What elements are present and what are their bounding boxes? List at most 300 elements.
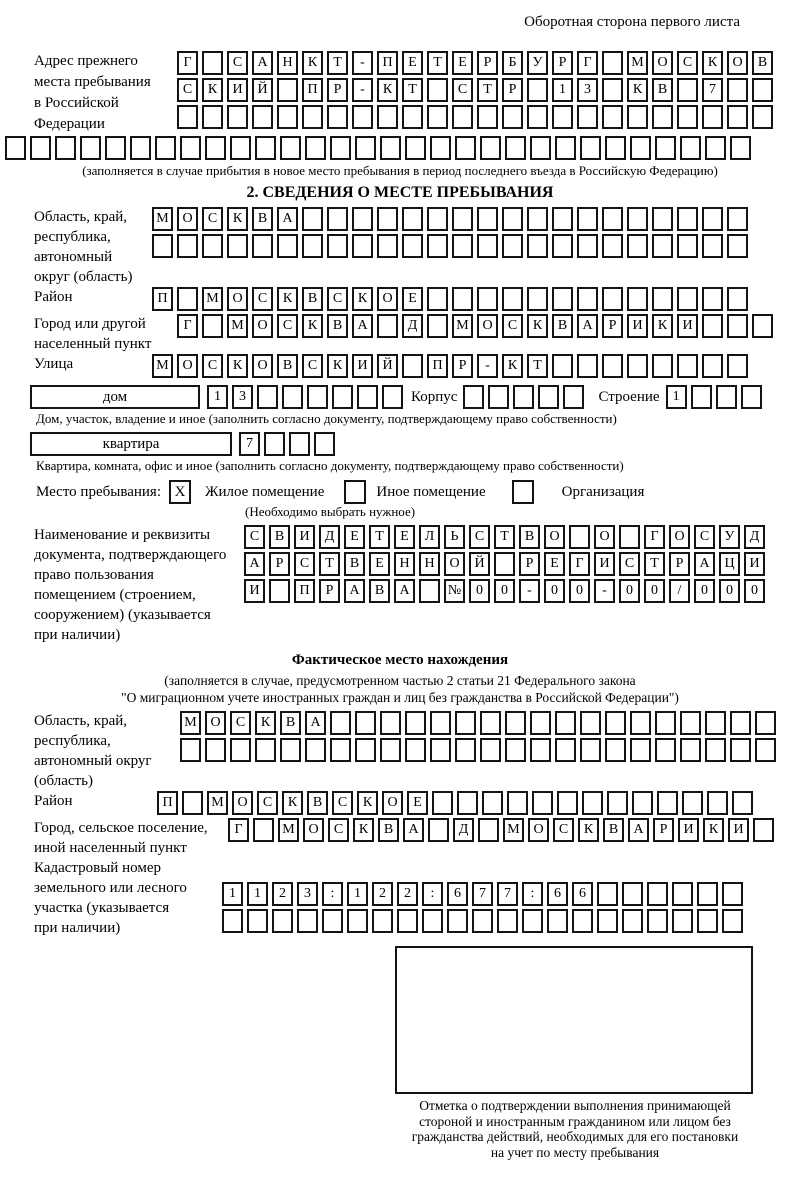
- form-cell: [655, 738, 676, 762]
- form-cell: [322, 909, 343, 933]
- form-cell: Д: [402, 314, 423, 338]
- form-cell: Е: [394, 525, 415, 549]
- form-cell: Д: [744, 525, 765, 549]
- form-cell: [727, 105, 748, 129]
- form-cell: [355, 738, 376, 762]
- form-cell: [405, 738, 426, 762]
- form-cell: М: [227, 314, 248, 338]
- form-cell: [297, 909, 318, 933]
- form-cell: 0: [619, 579, 640, 603]
- form-cell: [702, 105, 723, 129]
- form-cell: [255, 136, 276, 160]
- form-cell: [327, 234, 348, 258]
- form-cell: [202, 51, 223, 75]
- form-cell: С: [244, 525, 265, 549]
- form-cell: Р: [502, 78, 523, 102]
- form-cell: Р: [519, 552, 540, 576]
- form-cell: Р: [669, 552, 690, 576]
- form-cell: В: [652, 78, 673, 102]
- form-cell: К: [277, 287, 298, 311]
- form-cell: [522, 909, 543, 933]
- form-cell: [602, 287, 623, 311]
- form-cell: О: [727, 51, 748, 75]
- form-cell: [205, 738, 226, 762]
- form-cell: [702, 287, 723, 311]
- form-cell: [480, 136, 501, 160]
- form-cell: [652, 207, 673, 231]
- form-cell: И: [744, 552, 765, 576]
- form-cell: [177, 234, 198, 258]
- form-cell: [282, 385, 303, 409]
- form-cell: [330, 738, 351, 762]
- form-cell: Б: [502, 51, 523, 75]
- form-cell: 0: [744, 579, 765, 603]
- form-cell: [482, 791, 503, 815]
- checkbox-organization[interactable]: [512, 480, 534, 504]
- form-cell: [355, 136, 376, 160]
- form-cell: Г: [577, 51, 598, 75]
- city-block: [0, 314, 800, 354]
- form-cell: [538, 385, 559, 409]
- form-cell: [257, 385, 278, 409]
- region-label: Область, край, республика, автономный округ (область): [34, 209, 133, 285]
- form-cell: [352, 105, 373, 129]
- city-label: Город или другой населенный пункт: [34, 316, 152, 352]
- form-cell: 2: [397, 882, 418, 906]
- form-cell: [377, 105, 398, 129]
- form-cell: О: [303, 818, 324, 842]
- form-cell: [380, 136, 401, 160]
- form-cell: [55, 136, 76, 160]
- document-row-3[interactable]: [244, 579, 769, 603]
- form-cell: С: [230, 711, 251, 735]
- form-cell: [427, 287, 448, 311]
- prev-address-note: (заполняется в случае прибытия в новое место пребывания в период последнего въезда в Российскую Федерацию): [82, 163, 718, 178]
- form-cell: [672, 882, 693, 906]
- form-cell: :: [522, 882, 543, 906]
- form-cell: [302, 105, 323, 129]
- form-cell: [452, 234, 473, 258]
- actual-region-row-2[interactable]: [180, 738, 780, 762]
- form-cell: [527, 78, 548, 102]
- prev-address-block: [0, 51, 800, 135]
- form-cell: [752, 105, 773, 129]
- form-cell: [577, 105, 598, 129]
- form-cell: [430, 711, 451, 735]
- form-cell: [727, 207, 748, 231]
- form-cell: [180, 136, 201, 160]
- form-cell: И: [227, 78, 248, 102]
- form-cell: [630, 711, 651, 735]
- checkbox-residential[interactable]: X: [169, 480, 191, 504]
- form-cell: [330, 711, 351, 735]
- form-cell: [377, 234, 398, 258]
- form-cell: [177, 105, 198, 129]
- form-cell: [497, 909, 518, 933]
- form-cell: О: [382, 791, 403, 815]
- form-cell: [552, 207, 573, 231]
- form-cell: [330, 136, 351, 160]
- page-header-note: Оборотная сторона первого листа: [524, 14, 740, 30]
- form-cell: [380, 738, 401, 762]
- stroenie-row[interactable]: [666, 385, 766, 409]
- form-cell: -: [352, 51, 373, 75]
- section2-title: 2. СВЕДЕНИЯ О МЕСТЕ ПРЕБЫВАНИЯ: [246, 184, 554, 201]
- form-cell: [430, 738, 451, 762]
- form-cell: А: [244, 552, 265, 576]
- form-cell: И: [677, 314, 698, 338]
- form-cell: [202, 105, 223, 129]
- form-cell: Г: [177, 51, 198, 75]
- form-cell: [205, 136, 226, 160]
- form-cell: Е: [452, 51, 473, 75]
- form-cell: [252, 105, 273, 129]
- form-cell: [272, 909, 293, 933]
- form-cell: К: [652, 314, 673, 338]
- form-cell: А: [694, 552, 715, 576]
- form-cell: Т: [402, 78, 423, 102]
- form-cell: 6: [547, 882, 568, 906]
- form-cell: 7: [472, 882, 493, 906]
- form-cell: О: [528, 818, 549, 842]
- form-cell: Н: [419, 552, 440, 576]
- form-cell: [555, 711, 576, 735]
- form-cell: №: [444, 579, 465, 603]
- form-cell: [580, 711, 601, 735]
- document-row-1[interactable]: [244, 525, 769, 549]
- form-cell: [605, 738, 626, 762]
- form-cell: [130, 136, 151, 160]
- form-cell: [502, 207, 523, 231]
- form-cell: 1: [666, 385, 687, 409]
- form-cell: [405, 136, 426, 160]
- form-cell: М: [278, 818, 299, 842]
- cadastral-block: [0, 858, 800, 938]
- cadastral-row-1[interactable]: [222, 882, 747, 906]
- district-row[interactable]: [152, 287, 752, 311]
- form-cell: [432, 791, 453, 815]
- form-cell: [730, 711, 751, 735]
- option-organization-label: Организация: [561, 484, 645, 500]
- actual-city-row[interactable]: [228, 818, 778, 842]
- form-cell: [269, 579, 290, 603]
- street-label: Улица: [34, 356, 74, 372]
- form-cell: С: [328, 818, 349, 842]
- option-other-premises-label: Иное помещение: [376, 484, 486, 500]
- house-number-row[interactable]: [207, 385, 407, 409]
- street-row[interactable]: [152, 354, 752, 378]
- form-cell: [505, 136, 526, 160]
- form-cell: П: [157, 791, 178, 815]
- form-cell: [488, 385, 509, 409]
- form-cell: [402, 207, 423, 231]
- form-cell: И: [294, 525, 315, 549]
- document-row-2[interactable]: [244, 552, 769, 576]
- form-cell: 0: [469, 579, 490, 603]
- form-cell: [505, 738, 526, 762]
- form-cell: [655, 136, 676, 160]
- form-cell: С: [452, 78, 473, 102]
- form-cell: М: [180, 711, 201, 735]
- region-block: [0, 207, 800, 287]
- form-cell: [253, 818, 274, 842]
- form-cell: П: [427, 354, 448, 378]
- house-note: Дом, участок, владение и иное (заполнить согласно документу, подтверждающему право собственности): [36, 411, 617, 426]
- form-cell: В: [327, 314, 348, 338]
- form-cell: О: [232, 791, 253, 815]
- form-cell: 0: [544, 579, 565, 603]
- form-cell: Е: [544, 552, 565, 576]
- form-cell: 2: [272, 882, 293, 906]
- form-cell: [619, 525, 640, 549]
- form-cell: 0: [644, 579, 665, 603]
- form-cell: 3: [297, 882, 318, 906]
- apartment-row[interactable]: [239, 432, 339, 456]
- region-row-1[interactable]: [152, 207, 752, 231]
- district-block: [0, 287, 800, 314]
- form-cell: Г: [177, 314, 198, 338]
- city-row[interactable]: [177, 314, 777, 338]
- prev-address-row-3[interactable]: [177, 105, 777, 129]
- form-cell: [716, 385, 737, 409]
- form-cell: [277, 78, 298, 102]
- form-cell: [305, 136, 326, 160]
- prev-address-row-2[interactable]: [177, 78, 777, 102]
- form-cell: О: [252, 314, 273, 338]
- form-cell: О: [544, 525, 565, 549]
- form-cell: А: [628, 818, 649, 842]
- form-cell: М: [627, 51, 648, 75]
- form-cell: К: [527, 314, 548, 338]
- apartment-box-label: квартира: [30, 432, 232, 456]
- form-cell: [530, 738, 551, 762]
- form-cell: [652, 105, 673, 129]
- form-cell: [672, 909, 693, 933]
- form-cell: [277, 234, 298, 258]
- region-row-2[interactable]: [152, 234, 752, 258]
- form-cell: :: [422, 882, 443, 906]
- form-cell: Ь: [444, 525, 465, 549]
- form-cell: Р: [327, 78, 348, 102]
- house-box-label: дом: [30, 385, 200, 409]
- form-cell: Й: [252, 78, 273, 102]
- form-cell: [230, 136, 251, 160]
- form-cell: [277, 105, 298, 129]
- form-cell: [477, 234, 498, 258]
- form-cell: [352, 234, 373, 258]
- prev-address-row-4[interactable]: [5, 136, 800, 160]
- form-cell: -: [477, 354, 498, 378]
- form-cell: [280, 136, 301, 160]
- form-cell: Г: [569, 552, 590, 576]
- form-cell: [602, 105, 623, 129]
- form-cell: [577, 207, 598, 231]
- form-cell: [727, 234, 748, 258]
- actual-region-row-1[interactable]: [180, 711, 780, 735]
- form-cell: [280, 738, 301, 762]
- form-cell: [677, 354, 698, 378]
- form-cell: К: [227, 207, 248, 231]
- form-cell: [569, 525, 590, 549]
- form-cell: П: [302, 78, 323, 102]
- form-cell: [680, 711, 701, 735]
- form-cell: [527, 234, 548, 258]
- actual-region-label: Область, край, республика, автономный округ (область): [34, 713, 152, 789]
- form-cell: К: [202, 78, 223, 102]
- form-cell: К: [302, 51, 323, 75]
- form-cell: [752, 314, 773, 338]
- form-cell: С: [469, 525, 490, 549]
- form-cell: [477, 105, 498, 129]
- form-cell: Т: [644, 552, 665, 576]
- form-cell: 6: [572, 882, 593, 906]
- form-cell: 1: [222, 882, 243, 906]
- form-cell: К: [352, 287, 373, 311]
- actual-district-label: Район: [34, 793, 73, 809]
- form-cell: 3: [232, 385, 253, 409]
- form-cell: [355, 711, 376, 735]
- form-cell: 1: [247, 882, 268, 906]
- form-cell: О: [652, 51, 673, 75]
- form-cell: О: [669, 525, 690, 549]
- form-cell: [202, 234, 223, 258]
- form-cell: [691, 385, 712, 409]
- form-cell: О: [252, 354, 273, 378]
- form-cell: 7: [239, 432, 260, 456]
- actual-district-row[interactable]: [157, 791, 757, 815]
- form-cell: А: [252, 51, 273, 75]
- form-cell: [755, 738, 776, 762]
- form-cell: [677, 78, 698, 102]
- form-cell: О: [377, 287, 398, 311]
- prev-address-label: Адрес прежнего места пребывания в Российской Федерации: [34, 53, 151, 132]
- form-cell: А: [394, 579, 415, 603]
- form-cell: [627, 234, 648, 258]
- cadastral-row-2[interactable]: [222, 909, 747, 933]
- form-cell: [177, 287, 198, 311]
- form-cell: [230, 738, 251, 762]
- form-cell: [427, 314, 448, 338]
- form-cell: [602, 207, 623, 231]
- form-cell: В: [552, 314, 573, 338]
- form-cell: Т: [427, 51, 448, 75]
- form-cell: [680, 738, 701, 762]
- form-cell: [727, 287, 748, 311]
- form-cell: К: [353, 818, 374, 842]
- form-cell: 0: [719, 579, 740, 603]
- form-cell: [607, 791, 628, 815]
- form-cell: [697, 909, 718, 933]
- form-cell: В: [277, 354, 298, 378]
- form-cell: В: [344, 552, 365, 576]
- form-cell: С: [227, 51, 248, 75]
- form-cell: В: [302, 287, 323, 311]
- form-cell: [677, 234, 698, 258]
- form-cell: [377, 207, 398, 231]
- form-cell: Р: [477, 51, 498, 75]
- form-cell: Е: [402, 287, 423, 311]
- form-cell: [327, 105, 348, 129]
- form-cell: [513, 385, 534, 409]
- form-cell: [602, 51, 623, 75]
- form-cell: И: [594, 552, 615, 576]
- form-cell: У: [719, 525, 740, 549]
- form-cell: М: [202, 287, 223, 311]
- form-cell: [722, 882, 743, 906]
- apartment-note: Квартира, комната, офис и иное (заполнить согласно документу, подтверждающему право собственности): [36, 458, 624, 473]
- form-cell: С: [202, 207, 223, 231]
- form-cell: [547, 909, 568, 933]
- form-cell: [530, 136, 551, 160]
- confirmation-stamp-box: [395, 946, 753, 1094]
- form-cell: Г: [228, 818, 249, 842]
- form-cell: С: [332, 791, 353, 815]
- actual-region-block: [0, 711, 800, 791]
- form-cell: [478, 818, 499, 842]
- form-cell: [572, 909, 593, 933]
- form-cell: [452, 105, 473, 129]
- form-cell: [332, 385, 353, 409]
- form-cell: [652, 234, 673, 258]
- form-cell: [502, 105, 523, 129]
- stay-type-label: Место пребывания:: [36, 484, 161, 500]
- form-cell: И: [244, 579, 265, 603]
- form-cell: [602, 78, 623, 102]
- form-cell: Е: [344, 525, 365, 549]
- form-cell: Г: [644, 525, 665, 549]
- form-cell: -: [352, 78, 373, 102]
- korpus-row[interactable]: [463, 385, 588, 409]
- form-cell: [255, 738, 276, 762]
- form-cell: М: [152, 207, 173, 231]
- korpus-label: Корпус: [411, 389, 458, 405]
- form-cell: В: [307, 791, 328, 815]
- document-label: Наименование и реквизиты документа, подтверждающего право пользования помещением (строением, сооружением) (указывается при наличии): [34, 527, 227, 643]
- form-cell: В: [752, 51, 773, 75]
- form-cell: А: [577, 314, 598, 338]
- form-cell: [247, 909, 268, 933]
- form-cell: Й: [377, 354, 398, 378]
- option-residential-label: Жилое помещение: [205, 484, 325, 500]
- actual-city-label: Город, сельское поселение, иной населенный пункт: [34, 820, 208, 856]
- form-cell: [419, 579, 440, 603]
- prev-address-row-1[interactable]: [177, 51, 777, 75]
- form-cell: [152, 234, 173, 258]
- form-cell: [264, 432, 285, 456]
- form-cell: [555, 136, 576, 160]
- checkbox-other-premises[interactable]: [344, 480, 366, 504]
- form-cell: К: [377, 78, 398, 102]
- form-cell: В: [280, 711, 301, 735]
- form-cell: [532, 791, 553, 815]
- form-cell: [463, 385, 484, 409]
- form-cell: [597, 909, 618, 933]
- form-cell: С: [252, 287, 273, 311]
- form-cell: [327, 207, 348, 231]
- form-cell: [505, 711, 526, 735]
- form-cell: 1: [552, 78, 573, 102]
- form-cell: [352, 207, 373, 231]
- form-cell: В: [603, 818, 624, 842]
- form-cell: 3: [577, 78, 598, 102]
- form-cell: [180, 738, 201, 762]
- form-cell: К: [703, 818, 724, 842]
- form-cell: Р: [602, 314, 623, 338]
- apartment-block: [30, 432, 800, 456]
- form-cell: [427, 78, 448, 102]
- form-cell: [730, 136, 751, 160]
- form-cell: [457, 791, 478, 815]
